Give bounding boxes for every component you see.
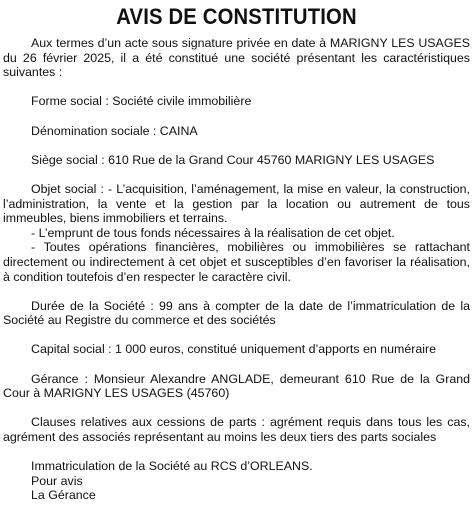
company-name: Dénomination sociale : CAINA: [31, 123, 198, 138]
intro-paragraph: Aux termes d’un acte sous signature privée en date à MARIGNY LES USAGES du 26 février 2025, il a été constitué une société présentant les caractéristiques suivantes :: [3, 36, 470, 80]
management: Gérance : Monsieur Alexandre ANGLADE, demeurant 610 Rue de la Grand Cour à MARIGNY LES USAGES (45760): [3, 371, 470, 401]
company-duration: Durée de la Société : 99 ans à compter de la date de l’immatriculation de la Société au Registre du commerce et des sociétés: [3, 298, 470, 328]
purpose-paragraph-3: - Toutes opérations financières, mobilières ou immobilières se rattachant directement ou indirectement à cet objet et susceptibles d’en favoriser la réalisation, à condition toutefois d’en respecter le caractère civil.: [3, 240, 470, 284]
signature-line-2: La Gérance: [31, 488, 96, 503]
purpose-paragraph-2: - L’emprunt de tous fonds nécessaires à la réalisation de cet objet.: [31, 225, 395, 240]
registration: Immatriculation de la Société au RCS d’ORLEANS.: [31, 459, 313, 474]
signature-line-1: Pour avis: [31, 473, 83, 488]
registered-office: Siège social : 610 Rue de la Grand Cour 45760 MARIGNY LES USAGES: [31, 152, 435, 167]
purpose-paragraph-1: Objet social : - L’acquisition, l’aménagement, la mise en valeur, la construction, l’administration, la vente et la gestion par la location ou autrement de tous immeubles, biens immobiliers et terrains.: [3, 181, 470, 226]
legal-form: Forme social : Société civile immobilière: [31, 94, 252, 109]
notice-title: AVIS DE CONSTITUTION: [116, 4, 357, 29]
share-capital: Capital social : 1 000 euros, constitué uniquement d’apports en numéraire: [31, 342, 437, 357]
share-transfer-clauses: Clauses relatives aux cessions de parts : agrément requis dans tous les cas, agrément des associés représentant au moins les deux tiers des parts sociales: [3, 415, 470, 445]
